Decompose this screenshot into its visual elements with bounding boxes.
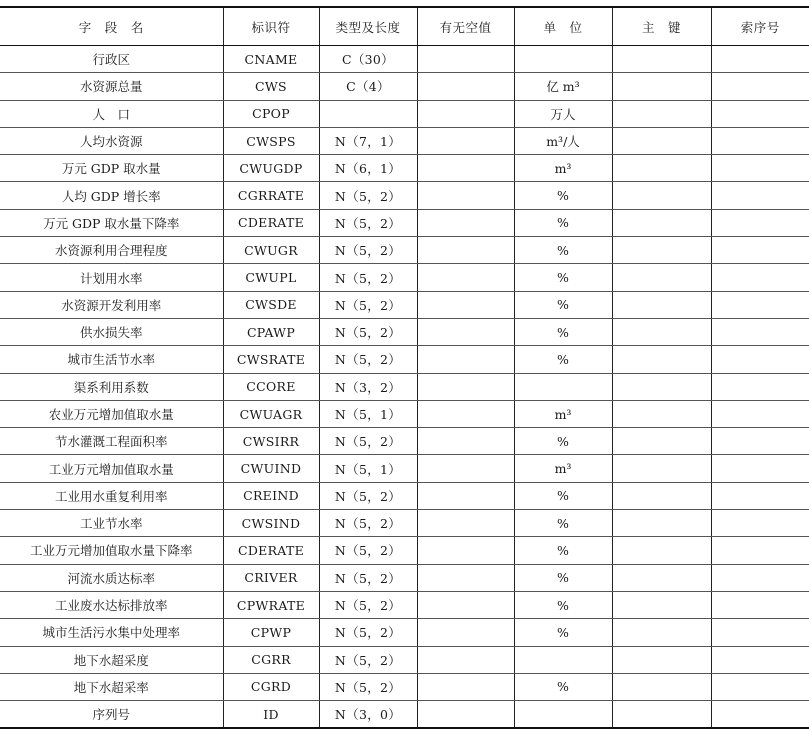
cell-index-no <box>711 346 809 373</box>
cell-unit: % <box>514 291 612 318</box>
cell-identifier: CWSDE <box>223 291 319 318</box>
cell-primary-key <box>612 400 711 427</box>
table-row <box>0 400 809 427</box>
cell-field-name: 人均 GDP 增长率 <box>0 182 223 209</box>
cell-nullable <box>417 400 514 427</box>
cell-type-length: N（5，2） <box>319 209 417 236</box>
cell-unit <box>514 46 612 73</box>
cell-type-length: N（5，2） <box>319 182 417 209</box>
cell-field-name: 工业节水率 <box>0 510 223 537</box>
table-row <box>0 100 809 127</box>
cell-primary-key <box>612 100 711 127</box>
cell-nullable <box>417 646 514 673</box>
cell-type-length: N（5，2） <box>319 510 417 537</box>
cell-nullable <box>417 100 514 127</box>
cell-unit <box>514 701 612 729</box>
cell-identifier: CWS <box>223 73 319 100</box>
cell-field-name: 地下水超采率 <box>0 673 223 700</box>
cell-unit: % <box>514 346 612 373</box>
table-body <box>0 46 809 729</box>
cell-identifier: CRIVER <box>223 564 319 591</box>
cell-primary-key <box>612 264 711 291</box>
cell-identifier: ID <box>223 701 319 729</box>
cell-type-length: N（5，2） <box>319 564 417 591</box>
cell-primary-key <box>612 591 711 618</box>
cell-unit: m³ <box>514 400 612 427</box>
cell-identifier: CPWP <box>223 619 319 646</box>
cell-identifier: CPAWP <box>223 318 319 345</box>
cell-index-no <box>711 701 809 729</box>
cell-unit: m³ <box>514 155 612 182</box>
cell-index-no <box>711 209 809 236</box>
cell-index-no <box>711 564 809 591</box>
cell-type-length: N（3，2） <box>319 373 417 400</box>
cell-type-length: N（5，2） <box>319 264 417 291</box>
cell-field-name: 计划用水率 <box>0 264 223 291</box>
header-field-name: 字 段 名 <box>0 7 223 46</box>
cell-index-no <box>711 264 809 291</box>
cell-identifier: CWSIND <box>223 510 319 537</box>
cell-index-no <box>711 619 809 646</box>
header-row <box>0 7 809 46</box>
cell-identifier: CWSIRR <box>223 428 319 455</box>
cell-unit: % <box>514 264 612 291</box>
table-row <box>0 564 809 591</box>
cell-unit: % <box>514 428 612 455</box>
cell-field-name: 工业万元增加值取水量下降率 <box>0 537 223 564</box>
cell-index-no <box>711 237 809 264</box>
cell-unit: % <box>514 482 612 509</box>
cell-identifier: CNAME <box>223 46 319 73</box>
cell-unit: % <box>514 237 612 264</box>
cell-field-name: 河流水质达标率 <box>0 564 223 591</box>
cell-nullable <box>417 127 514 154</box>
cell-type-length: N（5，2） <box>319 428 417 455</box>
cell-index-no <box>711 318 809 345</box>
table-row <box>0 127 809 154</box>
cell-nullable <box>417 291 514 318</box>
cell-nullable <box>417 537 514 564</box>
table-row <box>0 428 809 455</box>
cell-unit: % <box>514 591 612 618</box>
cell-field-name: 人 口 <box>0 100 223 127</box>
cell-field-name: 农业万元增加值取水量 <box>0 400 223 427</box>
cell-primary-key <box>612 127 711 154</box>
cell-index-no <box>711 400 809 427</box>
cell-field-name: 城市生活节水率 <box>0 346 223 373</box>
table-row <box>0 346 809 373</box>
cell-field-name: 水资源总量 <box>0 73 223 100</box>
table-row <box>0 482 809 509</box>
table-row <box>0 510 809 537</box>
cell-type-length: C（30） <box>319 46 417 73</box>
cell-type-length: C（4） <box>319 73 417 100</box>
cell-identifier: CWUAGR <box>223 400 319 427</box>
cell-type-length: N（6，1） <box>319 155 417 182</box>
cell-identifier: CPOP <box>223 100 319 127</box>
table-row <box>0 673 809 700</box>
table-row <box>0 46 809 73</box>
cell-index-no <box>711 510 809 537</box>
cell-nullable <box>417 701 514 729</box>
cell-primary-key <box>612 291 711 318</box>
cell-field-name: 人均水资源 <box>0 127 223 154</box>
table-row <box>0 264 809 291</box>
cell-unit <box>514 373 612 400</box>
cell-primary-key <box>612 701 711 729</box>
cell-type-length: N（5，2） <box>319 591 417 618</box>
cell-type-length: N（5，2） <box>319 346 417 373</box>
cell-primary-key <box>612 564 711 591</box>
cell-identifier: CCORE <box>223 373 319 400</box>
cell-unit: 万人 <box>514 100 612 127</box>
cell-index-no <box>711 482 809 509</box>
cell-index-no <box>711 46 809 73</box>
cell-nullable <box>417 237 514 264</box>
cell-index-no <box>711 127 809 154</box>
cell-nullable <box>417 346 514 373</box>
cell-type-length: N（5，2） <box>319 318 417 345</box>
cell-type-length: N（3，0） <box>319 701 417 729</box>
cell-type-length: N（5，2） <box>319 537 417 564</box>
cell-field-name: 行政区 <box>0 46 223 73</box>
cell-nullable <box>417 482 514 509</box>
table-row <box>0 591 809 618</box>
cell-identifier: CWUPL <box>223 264 319 291</box>
cell-unit: % <box>514 318 612 345</box>
cell-primary-key <box>612 46 711 73</box>
cell-nullable <box>417 209 514 236</box>
field-spec-table <box>0 6 809 729</box>
table-row <box>0 646 809 673</box>
cell-field-name: 工业万元增加值取水量 <box>0 455 223 482</box>
cell-primary-key <box>612 673 711 700</box>
cell-type-length: N（5，2） <box>319 673 417 700</box>
header-type-length: 类型及长度 <box>319 7 417 46</box>
cell-identifier: CPWRATE <box>223 591 319 618</box>
cell-unit: 亿 m³ <box>514 73 612 100</box>
cell-primary-key <box>612 209 711 236</box>
cell-primary-key <box>612 428 711 455</box>
table-row <box>0 182 809 209</box>
table-row <box>0 73 809 100</box>
cell-type-length: N（7，1） <box>319 127 417 154</box>
table-row <box>0 537 809 564</box>
cell-unit: % <box>514 510 612 537</box>
cell-primary-key <box>612 537 711 564</box>
header-unit: 单 位 <box>514 7 612 46</box>
cell-field-name: 供水损失率 <box>0 318 223 345</box>
header-index-no: 索序号 <box>711 7 809 46</box>
cell-type-length: N（5，2） <box>319 291 417 318</box>
cell-nullable <box>417 510 514 537</box>
cell-index-no <box>711 73 809 100</box>
cell-field-name: 地下水超采度 <box>0 646 223 673</box>
cell-primary-key <box>612 619 711 646</box>
cell-primary-key <box>612 373 711 400</box>
cell-primary-key <box>612 455 711 482</box>
cell-type-length: N（5，2） <box>319 482 417 509</box>
table-row <box>0 701 809 729</box>
cell-identifier: CGRRATE <box>223 182 319 209</box>
cell-nullable <box>417 264 514 291</box>
cell-index-no <box>711 291 809 318</box>
cell-identifier: CDERATE <box>223 537 319 564</box>
cell-unit: m³/人 <box>514 127 612 154</box>
cell-field-name: 万元 GDP 取水量 <box>0 155 223 182</box>
table-row <box>0 237 809 264</box>
cell-primary-key <box>612 646 711 673</box>
cell-nullable <box>417 564 514 591</box>
header-nullable: 有无空值 <box>417 7 514 46</box>
header-primary-key: 主 键 <box>612 7 711 46</box>
cell-field-name: 工业废水达标排放率 <box>0 591 223 618</box>
cell-unit: m³ <box>514 455 612 482</box>
cell-unit: % <box>514 182 612 209</box>
cell-identifier: CWUGR <box>223 237 319 264</box>
cell-nullable <box>417 591 514 618</box>
cell-field-name: 渠系利用系数 <box>0 373 223 400</box>
table-row <box>0 619 809 646</box>
cell-identifier: CWUIND <box>223 455 319 482</box>
cell-index-no <box>711 100 809 127</box>
cell-unit: % <box>514 673 612 700</box>
cell-index-no <box>711 673 809 700</box>
cell-primary-key <box>612 482 711 509</box>
cell-primary-key <box>612 346 711 373</box>
cell-field-name: 城市生活污水集中处理率 <box>0 619 223 646</box>
cell-identifier: CDERATE <box>223 209 319 236</box>
table-row <box>0 209 809 236</box>
cell-index-no <box>711 646 809 673</box>
cell-primary-key <box>612 318 711 345</box>
cell-primary-key <box>612 73 711 100</box>
cell-index-no <box>711 428 809 455</box>
cell-unit: % <box>514 209 612 236</box>
table-row <box>0 373 809 400</box>
cell-unit <box>514 646 612 673</box>
cell-type-length: N（5，2） <box>319 237 417 264</box>
table-row <box>0 155 809 182</box>
cell-nullable <box>417 155 514 182</box>
cell-identifier: CWSRATE <box>223 346 319 373</box>
cell-index-no <box>711 373 809 400</box>
cell-primary-key <box>612 237 711 264</box>
cell-type-length: N（5，2） <box>319 619 417 646</box>
cell-nullable <box>417 619 514 646</box>
cell-type-length: N（5，1） <box>319 400 417 427</box>
cell-unit: % <box>514 619 612 646</box>
cell-identifier: CWUGDP <box>223 155 319 182</box>
cell-type-length: N（5，2） <box>319 646 417 673</box>
cell-field-name: 水资源利用合理程度 <box>0 237 223 264</box>
table-row <box>0 291 809 318</box>
cell-nullable <box>417 455 514 482</box>
cell-type-length <box>319 100 417 127</box>
cell-unit: % <box>514 537 612 564</box>
cell-index-no <box>711 455 809 482</box>
cell-nullable <box>417 373 514 400</box>
cell-field-name: 水资源开发利用率 <box>0 291 223 318</box>
table-row <box>0 455 809 482</box>
cell-nullable <box>417 318 514 345</box>
cell-primary-key <box>612 182 711 209</box>
cell-nullable <box>417 182 514 209</box>
cell-nullable <box>417 428 514 455</box>
cell-primary-key <box>612 155 711 182</box>
header-identifier: 标识符 <box>223 7 319 46</box>
table-row <box>0 318 809 345</box>
cell-index-no <box>711 537 809 564</box>
cell-index-no <box>711 182 809 209</box>
cell-primary-key <box>612 510 711 537</box>
cell-identifier: CGRD <box>223 673 319 700</box>
cell-field-name: 序列号 <box>0 701 223 729</box>
cell-index-no <box>711 591 809 618</box>
cell-field-name: 节水灌溉工程面积率 <box>0 428 223 455</box>
cell-identifier: CWSPS <box>223 127 319 154</box>
cell-nullable <box>417 673 514 700</box>
cell-identifier: CGRR <box>223 646 319 673</box>
cell-field-name: 工业用水重复利用率 <box>0 482 223 509</box>
cell-field-name: 万元 GDP 取水量下降率 <box>0 209 223 236</box>
cell-nullable <box>417 46 514 73</box>
cell-nullable <box>417 73 514 100</box>
cell-unit: % <box>514 564 612 591</box>
cell-type-length: N（5，1） <box>319 455 417 482</box>
cell-index-no <box>711 155 809 182</box>
cell-identifier: CREIND <box>223 482 319 509</box>
